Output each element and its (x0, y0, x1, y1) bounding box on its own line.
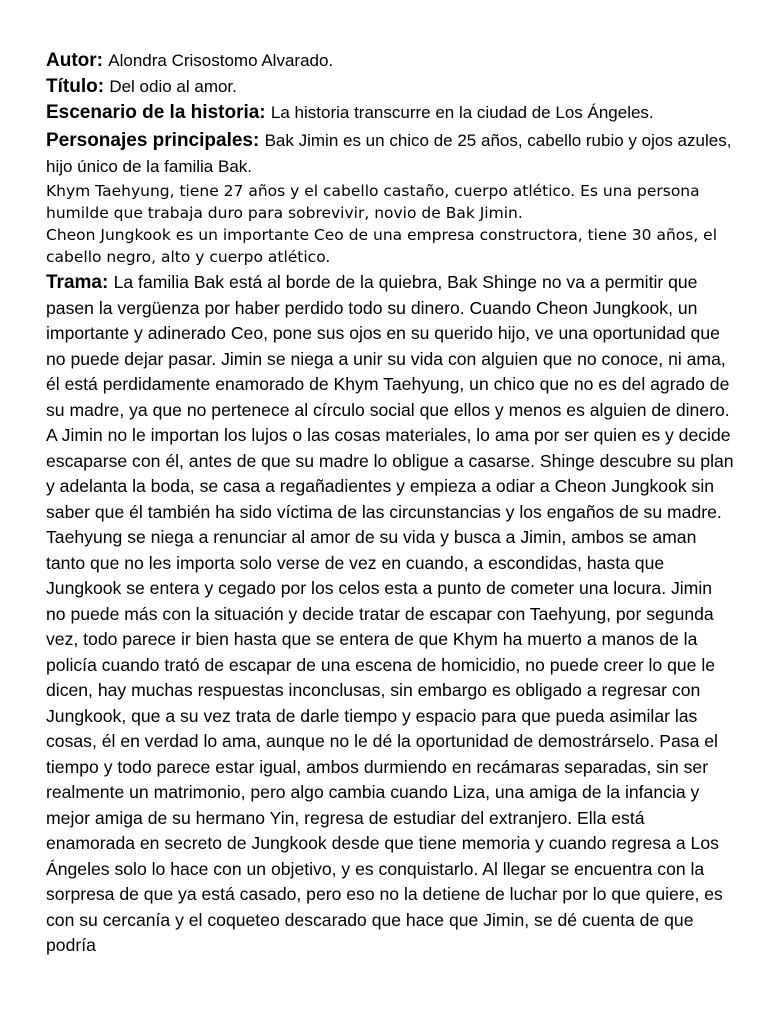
escenario-value: La historia transcurre en la ciudad de Los Ángeles. (270, 103, 654, 122)
titulo-label: Título: (46, 76, 110, 97)
personajes-label: Personajes principales: (46, 130, 265, 151)
titulo-value: Del odio al amor. (109, 77, 237, 96)
trama-label: Trama: (46, 272, 114, 293)
personajes-jimin: Bak Jimin es un chico de 25 años, cabello rubio y ojos azules, hijo único de la familia Bak. (46, 131, 732, 176)
trama-value: La familia Bak está al borde de la quiebra, Bak Shinge no va a permitir que pasen la vergüenza por haber perdido todo su dinero. Cuando Cheon Jungkook, un importante y adinerado Ceo, pone sus ojos en su querido hijo, ve una oportunidad que no puede dejar pasar. Jimin se niega a unir su vida con alguien que no conoce, ni ama, él está perdidamente enamorado de Khym Taehyung, un chico que no es del agrado de su madre, ya que no pertenece al círculo social que ellos y menos es alguien de dinero. A Jimin no le importan los lujos o las cosas materiales, lo ama por ser quien es y decide escaparse con él, antes de que su madre lo obligue a casarse. Shinge descubre su plan y adelanta la boda, se casa a regañadientes y empieza a odiar a Cheon Jungkook sin saber que él también ha sido víctima de las circunstancias y los engaños de su madre. Taehyung se niega a renunciar al amor de su vida y busca a Jimin, ambos se aman tanto que no les importa solo verse de vez en cuando, a escondidas, hasta que Jungkook se entera y cegado por los celos esta a punto de cometer una locura. Jimin no puede más con la situación y decide tratar de escapar con Taehyung, por segunda vez, todo parece ir bien hasta que se entera de que Khym ha muerto a manos de la policía cuando trató de escapar de una escena de homicidio, no puede creer lo que le dicen, hay muchas respuestas inconclusas, sin embargo es obligado a regresar con Jungkook, que a su vez trata de darle tiempo y espacio para que pueda asimilar las cosas, él en verdad lo ama, aunque no le dé la oportunidad de demostrárselo. Pasa el tiempo y todo parece estar igual, ambos durmiendo en recámaras separadas, sin ser realmente un matrimonio, pero algo cambia cuando Liza, una amiga de la infancia y mejor amiga de su hermano Yin, regresa de estudiar del extranjero. Ella está enamorada en secreto de Jungkook desde que tiene memoria y cuando regresa a Los Ángeles solo lo hace con un objetivo, y es conquistarlo. Al llegar se encuentra con la sorpresa de que ya está casado, pero eso no la detiene de luchar por lo que quiere, es con su cercanía y el coqueteo descarado que hace que Jimin, se dé cuenta de que podría (46, 272, 734, 955)
escenario-label: Escenario de la historia: (46, 102, 271, 123)
autor-label: Autor: (46, 50, 109, 71)
autor-line (46, 48, 736, 74)
autor-value: Alondra Crisostomo Alvarado. (108, 51, 334, 70)
personajes-jungkook: Cheon Jungkook es un importante Ceo de una empresa constructora, tiene 30 años, el cabello negro, alto y cuerpo atlético. (46, 226, 718, 266)
personajes-taehyung: Khym Taehyung, tiene 27 años y el cabello castaño, cuerpo atlético. Es una persona humilde que trabaja duro para sobrevivir, novio de Bak Jimin. (46, 182, 700, 222)
titulo-line (46, 74, 736, 100)
trama-paragraph (46, 270, 736, 959)
escenario-line (46, 100, 736, 126)
personajes-line (46, 128, 736, 180)
document-body (46, 48, 736, 959)
